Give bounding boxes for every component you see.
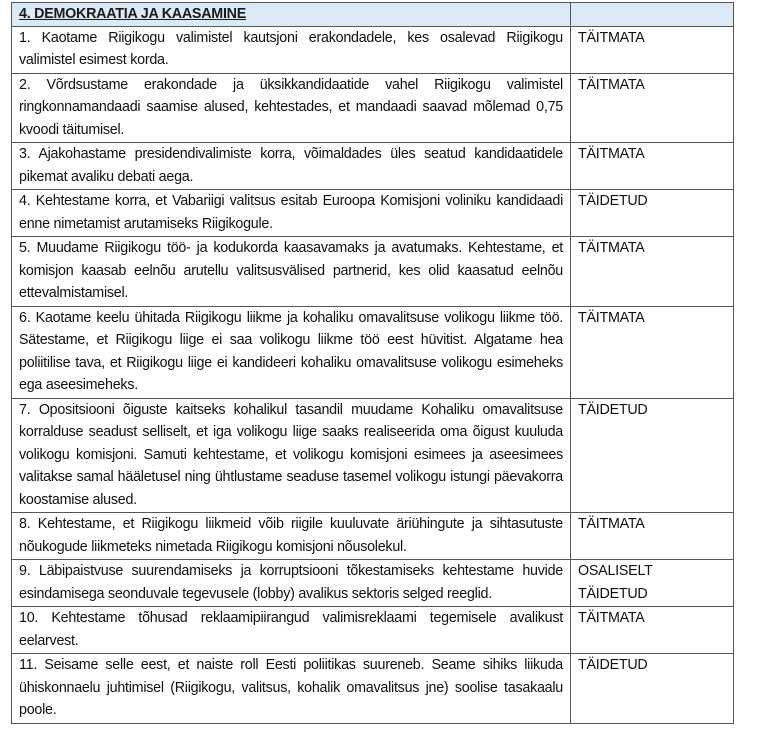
section-title-cell: [12, 3, 571, 27]
table-row: [12, 190, 734, 237]
status-label: TÄITMATA: [578, 146, 645, 162]
section-header-row: [12, 3, 734, 27]
status-label: TÄITMATA: [578, 76, 645, 93]
promise-status: [571, 560, 734, 607]
promise-status: [571, 190, 734, 237]
table-row: [12, 560, 734, 607]
promise-text: 8. Kehtestame, et Riigikogu liikmeid võib riigile kuuluvate äriühingute ja sihtasutuste nõukogude liikmeteks nimetada Riigikogu komisjoni nõusolekul.: [12, 513, 571, 560]
status-label: TÄIDETUD: [578, 193, 648, 209]
promise-text: 6. Kaotame keelu ühitada Riigikogu liikme ja kohaliku omavalitsuse volikogu liikme töö. Sätestame, et Riigikogu liige ei saa volikogu liikme töö eest hüvitist. Algatame hea poliitilise tava, et Riigikogu liige ei kandideeri kohaliku omavalitsuse volikogu esimeheks ega aseesimeheks.: [12, 306, 571, 398]
table-row: [12, 26, 734, 73]
table-row: [12, 398, 734, 513]
status-label: TÄITMATA: [578, 610, 645, 626]
promise-status: [571, 398, 734, 513]
promise-status: [571, 143, 734, 190]
table-row: [12, 607, 734, 654]
promise-text: 3. Ajakohastame presidendivalimiste korra, võimaldades üles seatud kandidaatidele pikemat avaliku debati aega.: [12, 143, 571, 190]
section-title: 4. DEMOKRAATIA JA KAASAMINE: [19, 6, 247, 22]
status-label: TÄITMATA: [578, 516, 645, 532]
promise-text: 10. Kehtestame tõhusad reklaamipiirangud valimisreklaami tegemisele avalikust eelarvest.: [12, 607, 571, 654]
status-label: OSALISELT: [578, 563, 653, 579]
status-label: TÄITMATA: [578, 29, 645, 46]
promises-table: [11, 2, 734, 724]
table-row: [12, 306, 734, 398]
table-row: [12, 143, 734, 190]
status-label: TÄIDETUD: [578, 401, 648, 418]
table-row: [12, 73, 734, 143]
promise-text: 5. Muudame Riigikogu töö- ja kodukorda kaasavamaks ja avatumaks. Kehtestame, et komisjon kaasab eelnõu arutellu valitsusvälised partnerid, kes olid kaasatud eelnõu ettevalmistamisel.: [12, 237, 571, 307]
table-row: [12, 237, 734, 307]
status-label: TÄIDETUD: [578, 657, 648, 673]
table-row: [12, 654, 734, 724]
section-status-header-cell: [571, 3, 734, 27]
promise-text: 4. Kehtestame korra, et Vabariigi valitsus esitab Euroopa Komisjoni voliniku kandidaadi enne nimetamist arutamiseks Riigikogule.: [12, 190, 571, 237]
table-row: [12, 513, 734, 560]
promise-text: 1. Kaotame Riigikogu valimistel kautsjoni erakondadele, kes osalevad Riigikogu valimistel esimest korda.: [12, 26, 571, 73]
status-label: TÄIDETUD: [578, 585, 648, 602]
promise-status: [571, 73, 734, 143]
promise-text: 2. Võrdsustame erakondade ja üksikkandidaatide vahel Riigikogu valimistel ringkonnamandaadi saamise alused, kehtestades, et mandaadi saavad mõlemad 0,75 kvoodi täitumisel.: [12, 73, 571, 143]
promise-text: 9. Läbipaistvuse suurendamiseks ja korruptsiooni tõkestamiseks kehtestame huvide esindamisega seonduvale tegevusele (lobby) avalikus sektoris selged reeglid.: [12, 560, 571, 607]
promise-text: 11. Seisame selle eest, et naiste roll Eesti poliitikas suureneb. Seame sihiks liikuda ühiskonnaelu juhtimisel (Riigikogu, valitsus, kohalik omavalitsus jne) soolise tasakaalu poole.: [12, 654, 571, 724]
promise-status: [571, 237, 734, 307]
promise-status: [571, 654, 734, 724]
promise-status: [571, 26, 734, 73]
status-label: TÄITMATA: [578, 240, 645, 256]
promise-status: [571, 306, 734, 398]
promise-status: [571, 607, 734, 654]
promise-text: 7. Opositsiooni õiguste kaitseks kohalikul tasandil muudame Kohaliku omavalitsuse korralduse seadust selliselt, et iga volikogu liige saaks realiseerida oma õigust kuuluda volikogu komisjoni. Samuti kehtestame, et volikogu komisjoni esimees ja aseesimees valitakse samal hääletusel ning ühtlustame seaduse tasemel volikogu istungi päevakorra koostamise alused.: [12, 398, 571, 513]
status-label: TÄITMATA: [578, 309, 645, 326]
promise-status: [571, 513, 734, 560]
